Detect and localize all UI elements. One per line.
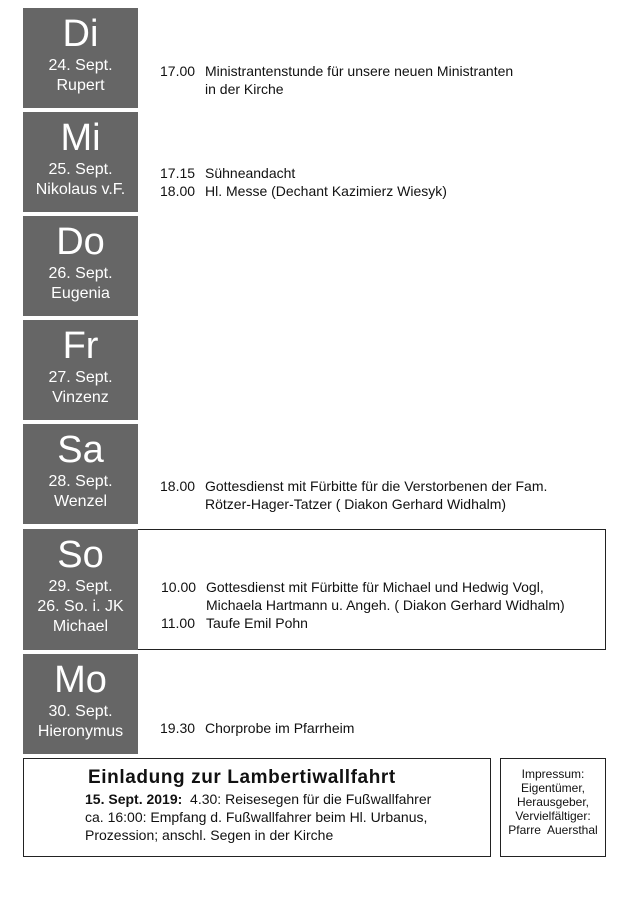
event-text: Hl. Messe (Dechant Kazimierz Wiesyk): [205, 183, 447, 199]
event-time: 18.00: [160, 183, 196, 199]
day-saint: Hieronymus: [37, 723, 124, 740]
day-sunday-label: 26. So. i. JK: [37, 598, 124, 615]
day-saint: Eugenia: [51, 285, 110, 302]
day-abbr: Di: [62, 13, 99, 55]
invitation-date: 15. Sept. 2019:: [85, 791, 183, 807]
day-abbr: Mi: [60, 117, 101, 159]
event-list: [160, 719, 605, 737]
event-list: [160, 477, 605, 513]
day-block-mi: [23, 112, 606, 212]
day-abbr: So: [57, 534, 104, 576]
event-time: 17.00: [160, 63, 196, 79]
event-time: [161, 596, 206, 614]
event-time: 18.00: [160, 478, 196, 494]
event-row: [160, 477, 605, 495]
day-saint: Michael: [52, 618, 109, 635]
event-time: 17.15: [160, 165, 196, 181]
event-row: [161, 596, 606, 614]
event-row: [161, 578, 606, 596]
day-date: 28. Sept.: [48, 473, 113, 490]
day-saint: Rupert: [56, 77, 105, 94]
invitation-box: [23, 758, 491, 857]
event-text: Gottesdienst mit Fürbitte für Michael und Hedwig Vogl,: [206, 579, 544, 595]
event-time: 11.00: [161, 615, 195, 631]
impressum-line: Eigentümer,: [520, 781, 586, 795]
day-abbr: Fr: [62, 325, 99, 367]
event-list: [160, 164, 605, 200]
event-text: Chorprobe im Pfarrheim: [205, 720, 355, 736]
day-tile: [23, 320, 138, 420]
impressum-box: [500, 758, 606, 857]
event-text: Michaela Hartmann u. Angeh. ( Diakon Gerhard Widhalm): [206, 597, 565, 613]
day-date: 29. Sept.: [48, 578, 113, 595]
day-tile: [23, 112, 138, 212]
event-row: [160, 495, 605, 513]
event-list: [161, 578, 606, 632]
invitation-line-1-text: 4.30: Reisesegen für die Fußwallfahrer: [182, 791, 432, 807]
event-text: in der Kirche: [205, 81, 284, 97]
day-tile: [23, 529, 138, 650]
day-block-mo: [23, 654, 606, 754]
impressum-line: Impressum:: [521, 767, 585, 781]
day-block-so: [23, 529, 606, 650]
event-text: Rötzer-Hager-Tatzer ( Diakon Gerhard Widhalm): [205, 496, 507, 512]
day-tile: [23, 8, 138, 108]
event-row: [160, 80, 605, 98]
event-text: Taufe Emil Pohn: [206, 615, 308, 631]
event-row: [160, 719, 605, 737]
day-tile: [23, 216, 138, 316]
impressum-line: Herausgeber,: [516, 795, 590, 809]
event-text: Gottesdienst mit Fürbitte für die Verstorbenen der Fam.: [205, 478, 548, 494]
day-block-di: [23, 8, 606, 108]
day-abbr: Mo: [54, 659, 107, 701]
event-list: [160, 62, 605, 98]
event-text: Sühneandacht: [205, 165, 296, 181]
event-time: [160, 495, 205, 513]
day-block-fr: [23, 320, 606, 420]
day-date: 24. Sept.: [48, 57, 113, 74]
invitation-line-1: [85, 790, 490, 808]
invitation-line-3: Prozession; anschl. Segen in der Kirche: [85, 827, 334, 843]
day-abbr: Sa: [57, 429, 104, 471]
day-saint: Wenzel: [53, 493, 108, 510]
day-saint: Nikolaus v.F.: [35, 181, 126, 198]
event-row: [160, 62, 605, 80]
day-date: 30. Sept.: [48, 703, 113, 720]
invitation-line-2: ca. 16:00: Empfang d. Fußwallfahrer beim Hl. Urbanus,: [85, 809, 428, 825]
event-time: [160, 80, 205, 98]
day-date: 25. Sept.: [48, 161, 113, 178]
event-time: 10.00: [161, 579, 197, 595]
day-date: 27. Sept.: [48, 369, 113, 386]
day-tile: [23, 424, 138, 524]
day-saint: Vinzenz: [52, 389, 109, 406]
day-block-sa: [23, 424, 606, 524]
event-text: Ministrantenstunde für unsere neuen Ministranten: [205, 63, 514, 79]
impressum-line: Pfarre Auersthal: [508, 823, 598, 837]
impressum-line: Vervielfältiger:: [515, 809, 591, 823]
event-row: [160, 182, 605, 200]
event-time: 19.30: [160, 720, 196, 736]
event-row: [161, 614, 606, 632]
day-date: 26. Sept.: [48, 265, 113, 282]
day-abbr: Do: [56, 221, 105, 263]
day-block-do: [23, 216, 606, 316]
day-tile: [23, 654, 138, 754]
event-row: [160, 164, 605, 182]
invitation-title: Einladung zur Lambertiwallfahrt: [88, 767, 396, 788]
